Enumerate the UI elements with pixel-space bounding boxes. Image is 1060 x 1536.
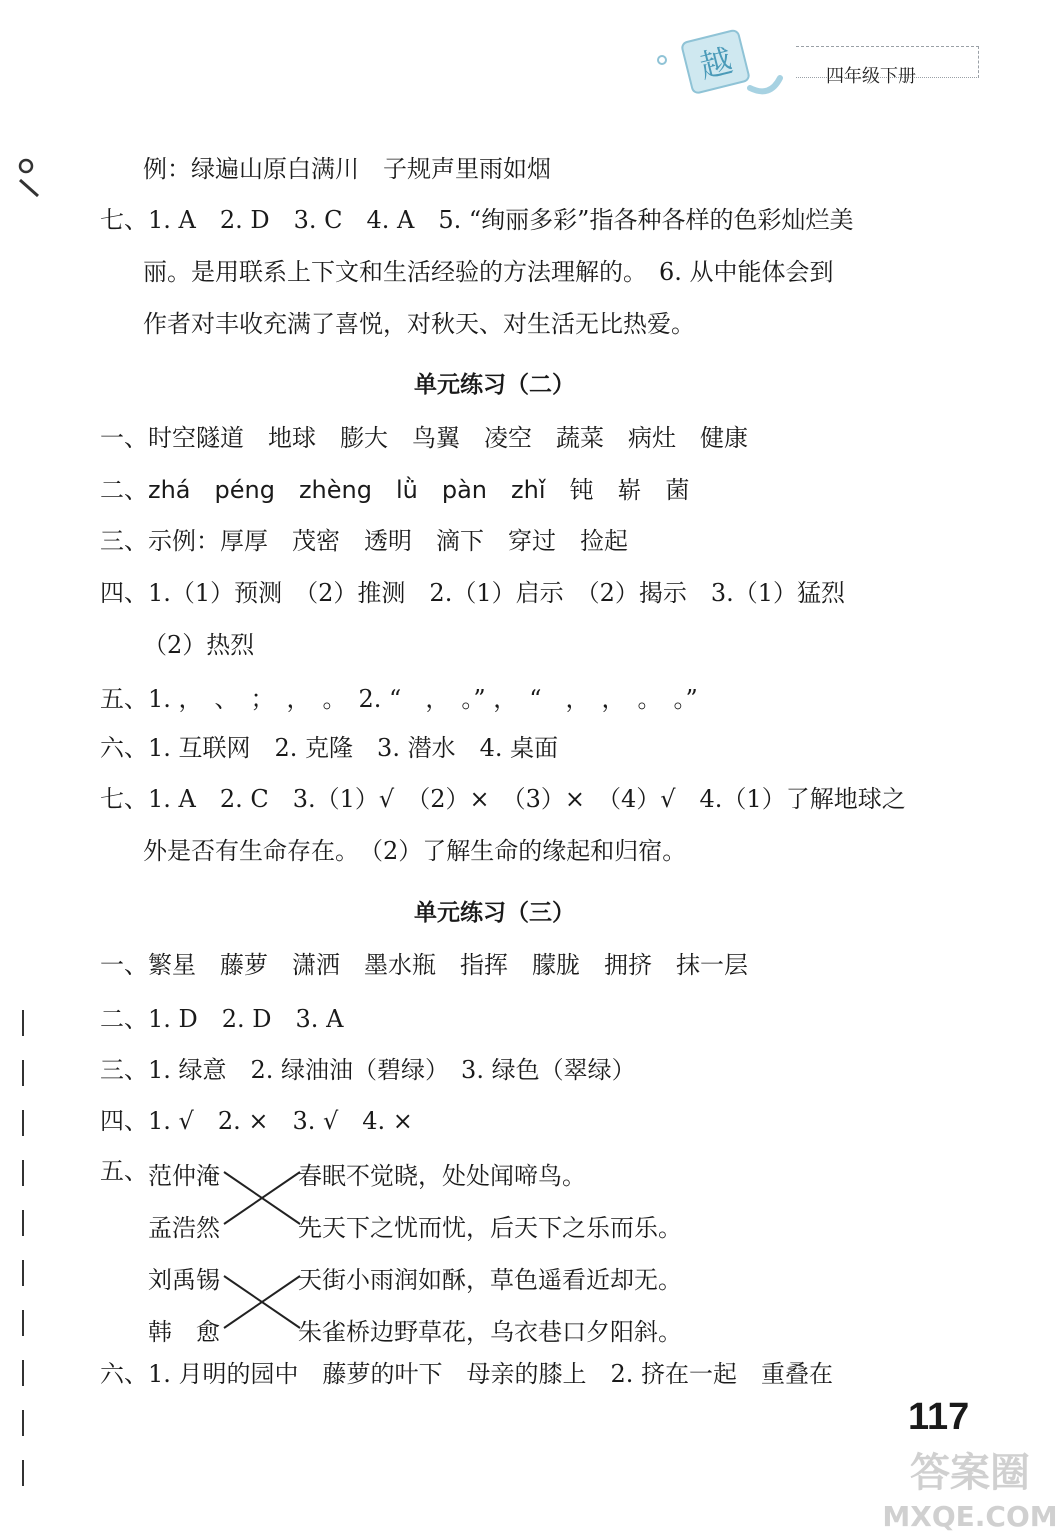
answer-line: 一、时空隧道 地球 膨大 鸟翼 凌空 蔬菜 病灶 健康: [100, 424, 748, 452]
answer-line: 三、1. 绿意 2. 绿油油（碧绿） 3. 绿色（翠绿）: [100, 1056, 636, 1084]
poet-name: 刘禹锡: [148, 1266, 220, 1294]
answer-line: 六、1. 互联网 2. 克隆 3. 潜水 4. 桌面: [100, 734, 559, 762]
binding-line: [22, 1310, 24, 1336]
answer-line: 六、1. 月明的园中 藤萝的叶下 母亲的膝上 2. 挤在一起 重叠在: [100, 1360, 834, 1388]
poet-name: 范仲淹: [148, 1162, 220, 1190]
binding-line: [22, 1410, 24, 1436]
pinyin-answer-line: 二、zhá péng zhèng lǜ pàn zhǐ 钝 崭 菌: [100, 476, 690, 504]
grade-label: 四年级下册: [826, 66, 916, 87]
poem-line: 先天下之忧而忧，后天下之乐而乐。: [298, 1214, 682, 1242]
binding-line: [22, 1110, 24, 1136]
matching-lines: [220, 1160, 306, 1340]
answer-line: 五、1. ， 、 ； ， 。 2. “ ， 。” ， “ ， ， 。 。”: [100, 685, 698, 713]
svg-text:答案圈: 答案圈: [910, 1450, 1030, 1496]
binding-line: [22, 1360, 24, 1386]
unit3-title: 单元练习（三）: [414, 900, 575, 926]
answer-line: 丽。是用联系上下文和生活经验的方法理解的。 6. 从中能体会到: [143, 258, 834, 286]
poet-name: 韩 愈: [148, 1318, 220, 1346]
match-label: 五、: [100, 1157, 148, 1185]
answer-line: 七、1. A 2. C 3.（1）√ （2）× （3）× （4）√ 4.（1）了解地球之: [100, 785, 906, 813]
poet-name: 孟浩然: [148, 1214, 220, 1242]
answer-line: 二、1. D 2. D 3. A: [100, 1005, 344, 1033]
example-line: 例：绿遍山原白满川 子规声里雨如烟: [143, 155, 551, 183]
binding-line: [22, 1460, 24, 1486]
binding-line: [22, 1260, 24, 1286]
answer-line: 外是否有生命存在。 （2）了解生命的缘起和归宿。: [143, 837, 687, 865]
poem-line: 朱雀桥边野草花，乌衣巷口夕阳斜。: [298, 1318, 682, 1346]
answer-line: 一、繁星 藤萝 潇洒 墨水瓶 指挥 朦胧 拥挤 抹一层: [100, 951, 748, 979]
answer-line: 三、示例：厚厚 茂密 透明 滴下 穿过 捡起: [100, 527, 628, 555]
binding-line: [22, 1010, 24, 1036]
page-number: 117: [908, 1396, 970, 1438]
publisher-logo: [640, 18, 790, 118]
poem-line: 天街小雨润如酥，草色遥看近却无。: [298, 1266, 682, 1294]
answer-line: 四、1. √ 2. × 3. √ 4. ×: [100, 1107, 413, 1135]
unit2-title: 单元练习（二）: [414, 372, 575, 398]
watermark-logo: [880, 1440, 1058, 1536]
poem-line: 春眠不觉晓，处处闻啼鸟。: [298, 1162, 586, 1190]
binding-line: [22, 1160, 24, 1186]
answer-line: 作者对丰收充满了喜悦，对秋天、对生活无比热爱。: [143, 310, 695, 338]
logo-glyph: 越: [695, 41, 737, 86]
answer-line: 四、1.（1）预测 （2）推测 2.（1）启示 （2）揭示 3.（1）猛烈: [100, 579, 846, 607]
binding-line: [22, 1210, 24, 1236]
answer-line: 七、1. A 2. D 3. C 4. A 5. “绚丽多彩”指各种各样的色彩灿烂美: [100, 206, 854, 234]
binding-line: [22, 1060, 24, 1086]
svg-text:MXQE.COM: MXQE.COM: [882, 1500, 1058, 1533]
answer-line: （2）热烈: [143, 631, 255, 659]
binding-mark: [14, 158, 44, 198]
